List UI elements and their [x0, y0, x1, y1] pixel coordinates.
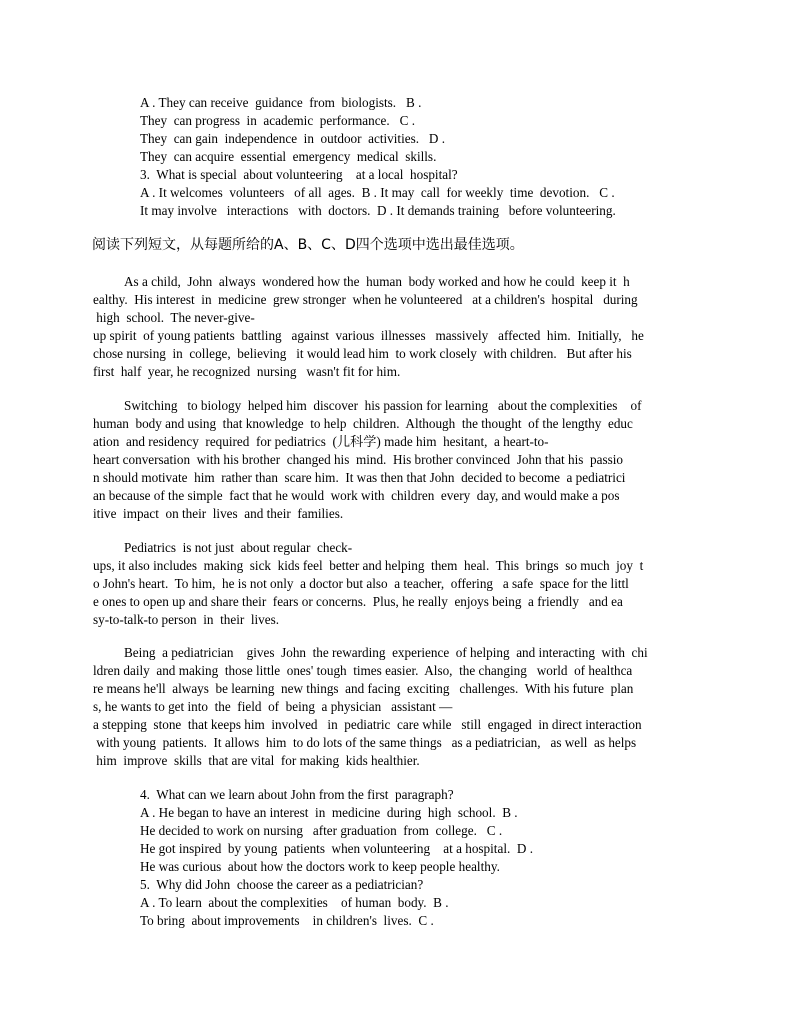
passage-line: with young patients. It allows him to do lots of the same things as a pediatrician, as well as helps [93, 735, 637, 750]
option-text: To bring about improvements in children's lives. C . [140, 913, 434, 928]
passage-line: a stepping stone that keeps him involved in pediatric care while still engaged in direct interaction [93, 717, 642, 732]
option-text: They can gain independence in outdoor activities. D . [140, 131, 446, 146]
passage-line: ups, it also includes making sick kids feel better and helping them heal. This brings so much joy t [93, 558, 644, 573]
passage-line: e ones to open up and share their fears or concerns. Plus, he really enjoys being a friendly and ea [93, 594, 623, 609]
question-4: 4. What can we learn about John from the first paragraph? [140, 787, 454, 802]
passage-line: up spirit of young patients battling against various illnesses massively affected him. Initially, he [93, 328, 644, 343]
passage-line: ealthy. His interest in medicine grew stronger when he volunteered at a children's hospital during [93, 292, 638, 307]
passage-line: ldren daily and making those little ones' tough times easier. Also, the changing world of healthca [93, 663, 633, 678]
option-text: A . It welcomes volunteers of all ages. B . It may call for weekly time devotion. C . [140, 185, 615, 200]
passage-line: Pediatrics is not just about regular check- [124, 540, 353, 555]
passage-line: him improve skills that are vital for making kids healthier. [93, 753, 420, 768]
passage-line: an because of the simple fact that he would work with children every day, and would make a pos [93, 488, 620, 503]
passage-line: Switching to biology helped him discover his passion for learning about the complexities of [124, 398, 642, 413]
passage-line: o John's heart. To him, he is not only a doctor but also a teacher, offering a safe space for the littl [93, 576, 629, 591]
section-instruction: 阅读下列短文，从每题所给的A、B、C、D四个选项中选出最佳选项。 [92, 237, 524, 253]
passage-line: s, he wants to get into the field of being a physician assistant — [93, 699, 453, 714]
passage-line: high school. The never-give- [93, 310, 255, 325]
option-text: He decided to work on nursing after graduation from college. C . [140, 823, 503, 838]
question-3: 3. What is special about volunteering at a local hospital? [140, 167, 458, 182]
passage-line: first half year, he recognized nursing wasn't fit for him. [93, 364, 401, 379]
passage-line: human body and using that knowledge to help children. Although the thought of the lengthy educ [93, 416, 633, 431]
passage-line: itive impact on their lives and their families. [93, 506, 344, 521]
passage-line: re means he'll always be learning new things and facing exciting challenges. With his future plan [93, 681, 634, 696]
passage-line: As a child, John always wondered how the human body worked and how he could keep it h [124, 274, 630, 289]
passage-line: n should motivate him rather than scare him. It was then that John decided to become a pediatrici [93, 470, 626, 485]
option-text: A . They can receive guidance from biologists. B . [140, 95, 422, 110]
option-text: He got inspired by young patients when volunteering at a hospital. D . [140, 841, 533, 856]
passage-line: sy-to-talk-to person in their lives. [93, 612, 280, 627]
option-text: It may involve interactions with doctors. D . It demands training before volunteering. [140, 203, 616, 218]
option-text: He was curious about how the doctors work to keep people healthy. [140, 859, 500, 874]
option-text: They can progress in academic performance. C . [140, 113, 415, 128]
option-text: A . He began to have an interest in medicine during high school. B . [140, 805, 518, 820]
passage-line: Being a pediatrician gives John the rewarding experience of helping and interacting with chi [124, 645, 648, 660]
passage-line: ation and residency required for pediatrics (儿科学) made him hesitant, a heart-to- [93, 434, 549, 449]
passage-line: chose nursing in college, believing it would lead him to work closely with children. But after his [93, 346, 632, 361]
passage-line: heart conversation with his brother changed his mind. His brother convinced John that his passio [93, 452, 623, 467]
question-5: 5. Why did John choose the career as a pediatrician? [140, 877, 424, 892]
option-text: They can acquire essential emergency medical skills. [140, 149, 437, 164]
option-text: A . To learn about the complexities of human body. B . [140, 895, 449, 910]
